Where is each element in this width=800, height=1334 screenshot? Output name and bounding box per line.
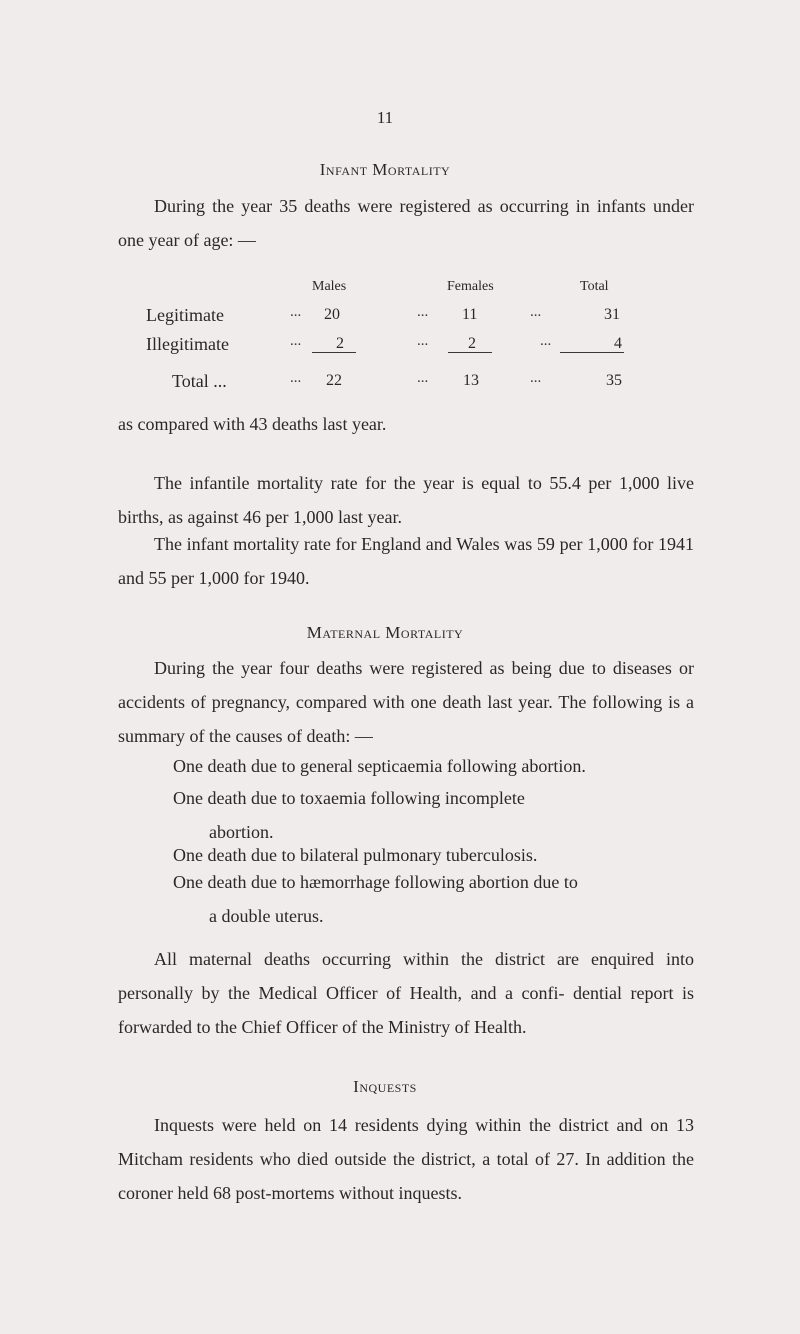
illegitimate-males: 2 [336,335,344,352]
cause-text: One death due to general septicaemia following abortion. [173,756,586,776]
enquiry-paragraph: All maternal deaths occurring within the district are enquired into personally by the Medical Officer of Health, and a confi- dential report is forwarded to the Chief Officer of the Ministry of Health. [118,949,694,1037]
leader-dots: ... [530,370,542,386]
inquests-paragraph: Inquests were held on 14 residents dying within the district and on 13 Mitcham residents who died outside the district, a total of 27. In addition the coroner held 68 post-mortems without inquests. [118,1115,694,1203]
infant-intro-paragraph: During the year 35 deaths were registered as occurring in infants under one year of age: — [118,196,694,250]
cause-continuation: abortion. [209,822,274,842]
illegitimate-total: 4 [614,335,622,352]
page-number: 11 [376,108,394,127]
leader-dots: ... [530,304,542,320]
leader-dots: ... [290,370,302,386]
comparison-text: as compared with 43 deaths last year. [118,414,387,434]
infant-mortality-heading: Infant Mortality [319,160,451,179]
table-header-females: Females [447,279,494,294]
table-header-males: Males [312,279,347,294]
leader-dots: ... [540,333,552,349]
cause-continuation: a double uterus. [209,906,324,926]
legitimate-males: 20 [324,306,340,323]
inquests-heading: Inquests [353,1077,417,1096]
infantile-rate-paragraph: The infantile mortality rate for the year is equal to 55.4 per 1,000 live births, as against 46 per 1,000 last year. [118,473,694,527]
leader-dots: ... [417,333,429,349]
maternal-intro-paragraph: During the year four deaths were registered as being due to diseases or accidents of pregnancy, compared with one death last year. The following is a summary of the causes of death: — [118,658,694,746]
leader-dots: ... [417,304,429,320]
legitimate-females: 11 [462,306,478,323]
table-row-label-total: Total ... [172,371,227,391]
sum-rule-total [560,352,624,353]
table-row-label-illegitimate: Illegitimate [146,334,229,354]
leader-dots: ... [290,304,302,320]
illegitimate-females: 2 [468,335,476,352]
leader-dots: ... [417,370,429,386]
leader-dots: ... [290,333,302,349]
sum-rule-females [448,352,492,353]
sum-rule-males [312,352,356,353]
maternal-mortality-heading: Maternal Mortality [306,623,464,642]
cause-item [173,865,698,933]
table-row-label-legitimate: Legitimate [146,305,224,325]
cause-text: One death due to toxaemia following incomplete [173,788,525,808]
national-rate-paragraph: The infant mortality rate for England and Wales was 59 per 1,000 for 1941 and 55 per 1,000 for 1940. [118,534,694,588]
cause-text: One death due to bilateral pulmonary tuberculosis. [173,845,538,865]
cause-item [173,749,698,783]
cause-text: One death due to hæmorrhage following abortion due to [173,872,578,892]
table-header-total: Total [580,279,609,294]
legitimate-total: 31 [604,306,620,323]
total-males: 22 [326,372,342,389]
total-total: 35 [606,372,622,389]
total-females: 13 [463,372,479,389]
